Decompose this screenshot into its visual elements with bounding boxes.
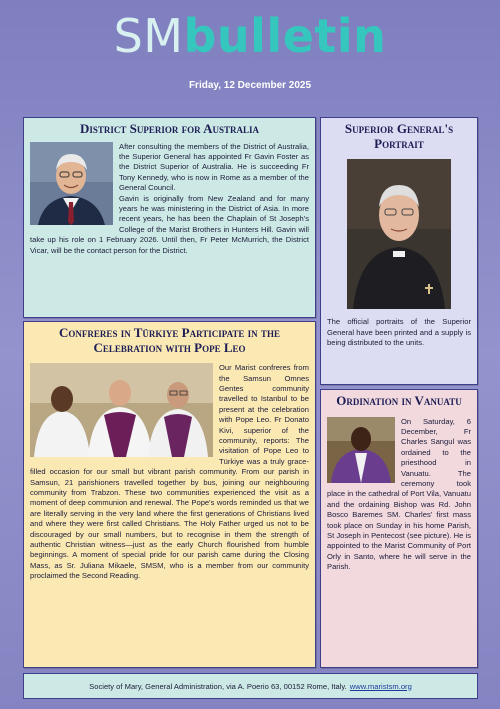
ordination-title: Ordination in Vanuatu: [336, 393, 462, 408]
portrait-article: [320, 117, 478, 385]
district-superior-paragraph-2: Gavin is originally from New Zealand and for many years he was ministering in the District of Asia. In more recent years, he has been the Chaplain of St Joseph's College of the Marist Brothers in Hunters Hill. Gavin will take up his role on 1 February 2026. Until then, Fr Peter McMurrich, the District Vicar, will be the contact person for the District.: [30, 193, 309, 255]
masthead-logo: [0, 8, 500, 64]
masthead-part2: bulletin: [183, 9, 387, 63]
ordination-photo: [327, 417, 395, 483]
ordination-text: On Saturday, 6 December, Fr Charles Sangul was ordained to the priesthood in Vanuatu. The ceremony took place in the cathedral of Port Vila, Vanuatu and the ordaining Bishop was Rd. John Bosco Baremes SM. Charles' first mass took place on Sunday in his home Parish, St Joseph in Pentecost (see picture). He is appointed to the Marist Community of Port Orly in Santo, where he will serve in the Parish.: [327, 416, 471, 572]
confreres-article: [23, 321, 316, 668]
confreres-group-photo: [30, 363, 213, 457]
district-superior-photo: [30, 142, 113, 225]
portrait-title: Superior General's Portrait: [344, 121, 454, 151]
confreres-text: Our Marist confreres from the Samsun Omnes Gentes community travelled to Istanbul to be present at the celebration with Pope Leo. Fr Donato Kivi, superior of the community, reports: The visitation of Pope Leo to Türkiye was a truly grace-filled occasion for our small but vibrant parish community. From our parish in Samsun, 21 parishioners travelled together by bus, joining our neighbouring community from Trabzon. These two communities experienced the visit as a moment of deep communion and renewal. The Pope's words reminded us that we are literally serving in the very land where the first generations of Christians lived and where they were first called Christians. The Holy Father urged us not to be discouraged by our small numbers, but to recognise in them the strength of authentic Christian witness—just as the early Church flourished from humble beginnings. A moment of special pride for our parish came during the Closing Mass, as Sr. Juliana Mikaele, SMSM, who is a member from our community proclaimed the Second Reading.: [30, 363, 309, 581]
ordination-article: [320, 389, 478, 668]
website-link[interactable]: www.maristsm.org: [349, 681, 412, 691]
district-superior-paragraph-1: After consulting the members of the District of Australia, the Superior General has appointed Fr Gavin Foster as the District Superior of Australia. He is succeeding Fr Tony Kennedy, who is now in Rome as a member of the General Council.: [119, 141, 309, 193]
superior-general-portrait-photo: [347, 159, 451, 309]
district-superior-title: District Superior for Australia: [79, 121, 260, 136]
footer: [23, 673, 478, 699]
footer-address: Society of Mary, General Administration, via A. Poerio 63, 00152 Rome, Italy.: [89, 681, 347, 691]
district-superior-article: [23, 117, 316, 318]
confreres-title: Confreres in Türkiye Participate in the Celebration with Pope Leo: [59, 325, 280, 355]
portrait-text: The official portraits of the Superior General have been printed and a supply is being distributed to the units.: [327, 317, 471, 347]
issue-date: Friday, 12 December 2025: [188, 80, 312, 91]
masthead-part1: SM: [113, 9, 184, 63]
